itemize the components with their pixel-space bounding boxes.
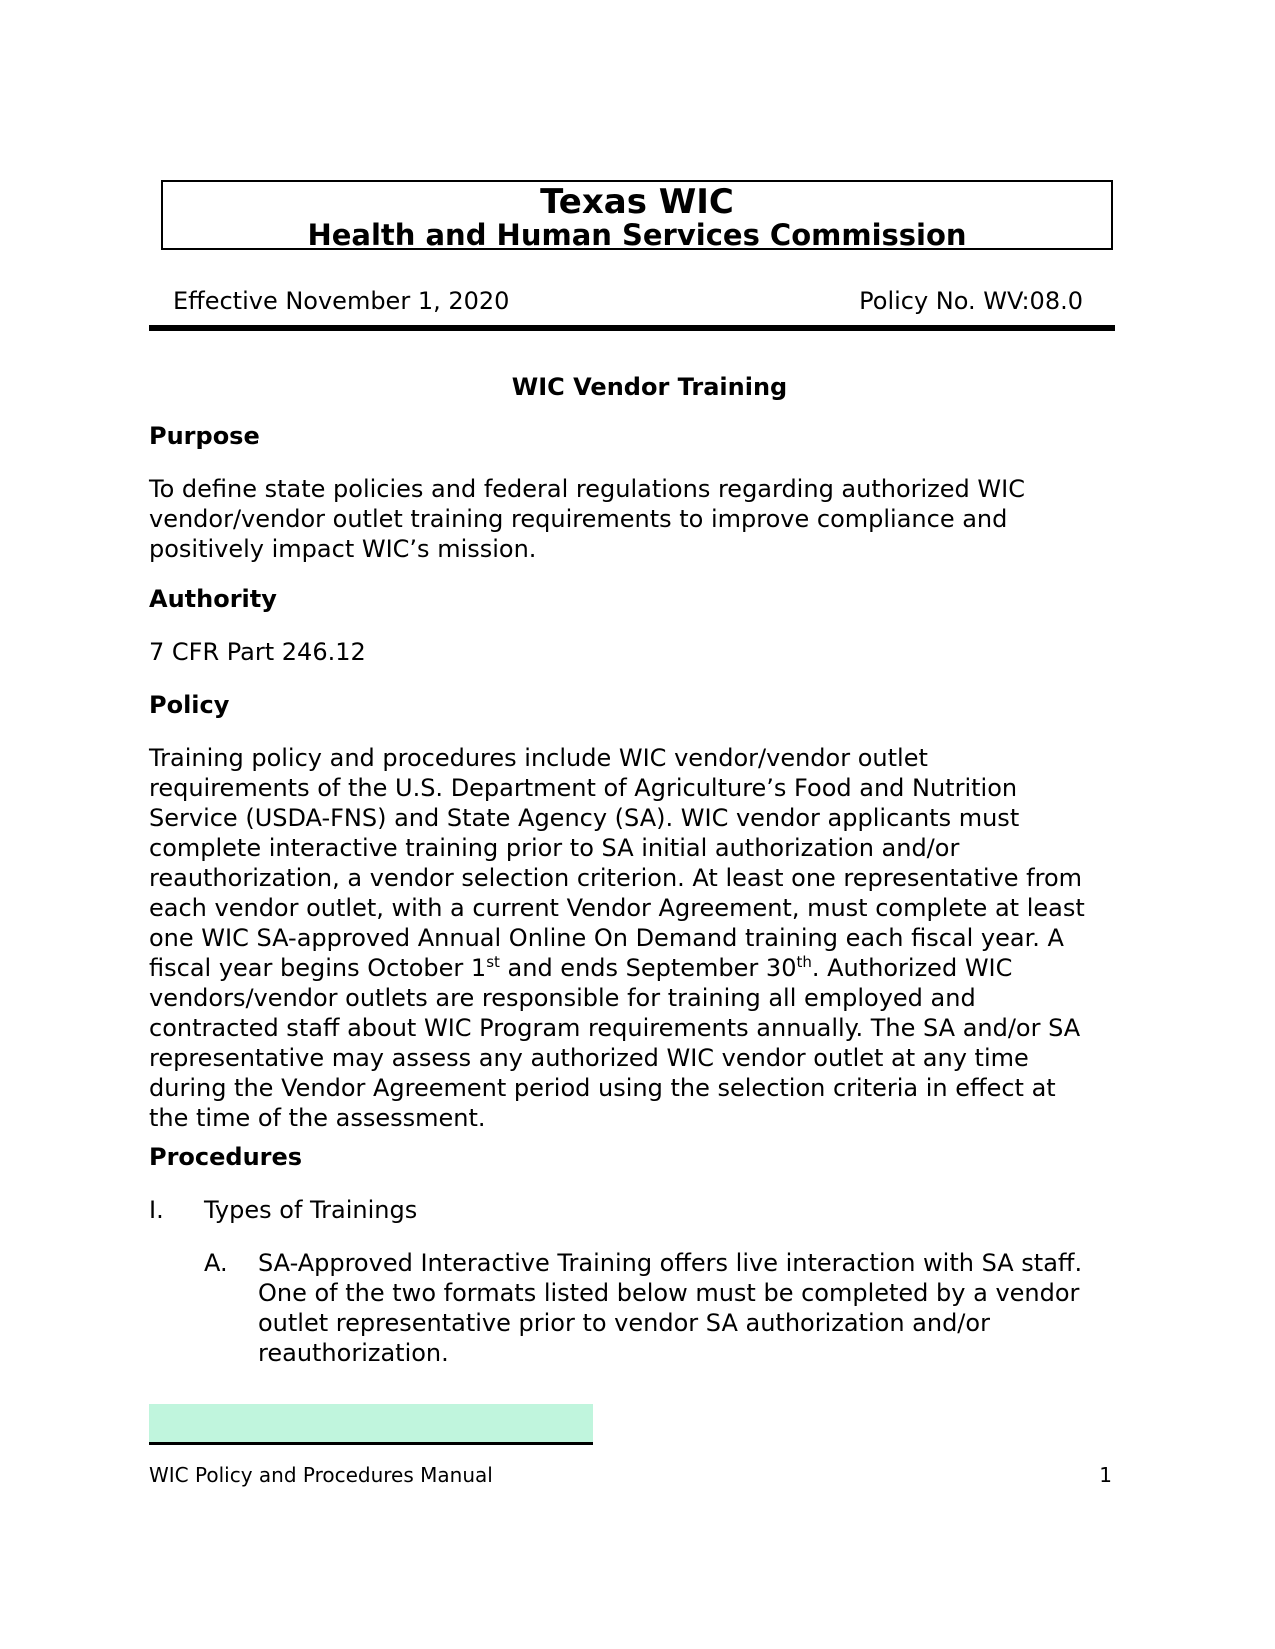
list-letter-a: A. — [204, 1249, 228, 1277]
list-number-roman-1: I. — [149, 1196, 164, 1224]
header-divider — [149, 325, 1115, 331]
policy-number: Policy No. WV:08.0 — [859, 287, 1083, 315]
list-item-interactive-training: SA-Approved Interactive Training offers live interaction with SA staff. One of the two formats listed below must be completed by a vendor outlet representative prior to vendor SA authorization and/or reauthorization. — [258, 1249, 1083, 1367]
page-number: 1 — [1099, 1463, 1112, 1487]
policy-text-part3: . Authorized WIC vendors/vendor outlets are responsible for training all employed and contracted staff about WIC Program requirements annually. The SA and/or SA representative may assess any authorized WIC vendor outlet at any time during the Vendor Agreement period using the selection criteria in effect at the time of the assessment. — [149, 954, 1081, 1132]
policy-text-part1: Training policy and procedures include WIC vendor/vendor outlet requirements of the U.S. Department of Agriculture’s Food and Nutrition Service (USDA-FNS) and State Agency (SA). WIC vendor applicants must complete interactive training prior to SA initial authorization and/or reauthorization, a vendor selection criterion. At least one representative from each vendor outlet, with a current Vendor Agreement, must complete at least one WIC SA-approved Annual Online On Demand training each fiscal year. A fiscal year begins October 1 — [149, 744, 1085, 982]
title-box — [161, 180, 1113, 250]
footer-manual-title: WIC Policy and Procedures Manual — [149, 1463, 493, 1487]
purpose-text: To define state policies and federal regulations regarding authorized WIC vendor/vendor outlet training requirements to improve compliance and positively impact WIC’s mission. — [149, 475, 1025, 563]
agency-subtitle: Health and Human Services Commission — [307, 218, 967, 252]
list-item-types-of-trainings: Types of Trainings — [204, 1196, 418, 1224]
authority-heading: Authority — [149, 585, 277, 613]
policy-sup-th: th — [796, 953, 812, 971]
purpose-heading: Purpose — [149, 422, 260, 450]
authority-text: 7 CFR Part 246.12 — [149, 638, 366, 666]
effective-date: Effective November 1, 2020 — [173, 287, 510, 315]
policy-text — [149, 743, 1094, 1133]
highlight-band — [149, 1404, 593, 1442]
policy-sup-st: st — [486, 953, 500, 971]
policy-heading: Policy — [149, 691, 230, 719]
policy-text-part2: and ends September 30 — [499, 954, 797, 982]
procedures-heading: Procedures — [149, 1143, 303, 1171]
document-title: WIC Vendor Training — [511, 373, 788, 401]
footer-divider — [149, 1442, 593, 1445]
agency-title: Texas WIC — [540, 182, 734, 222]
